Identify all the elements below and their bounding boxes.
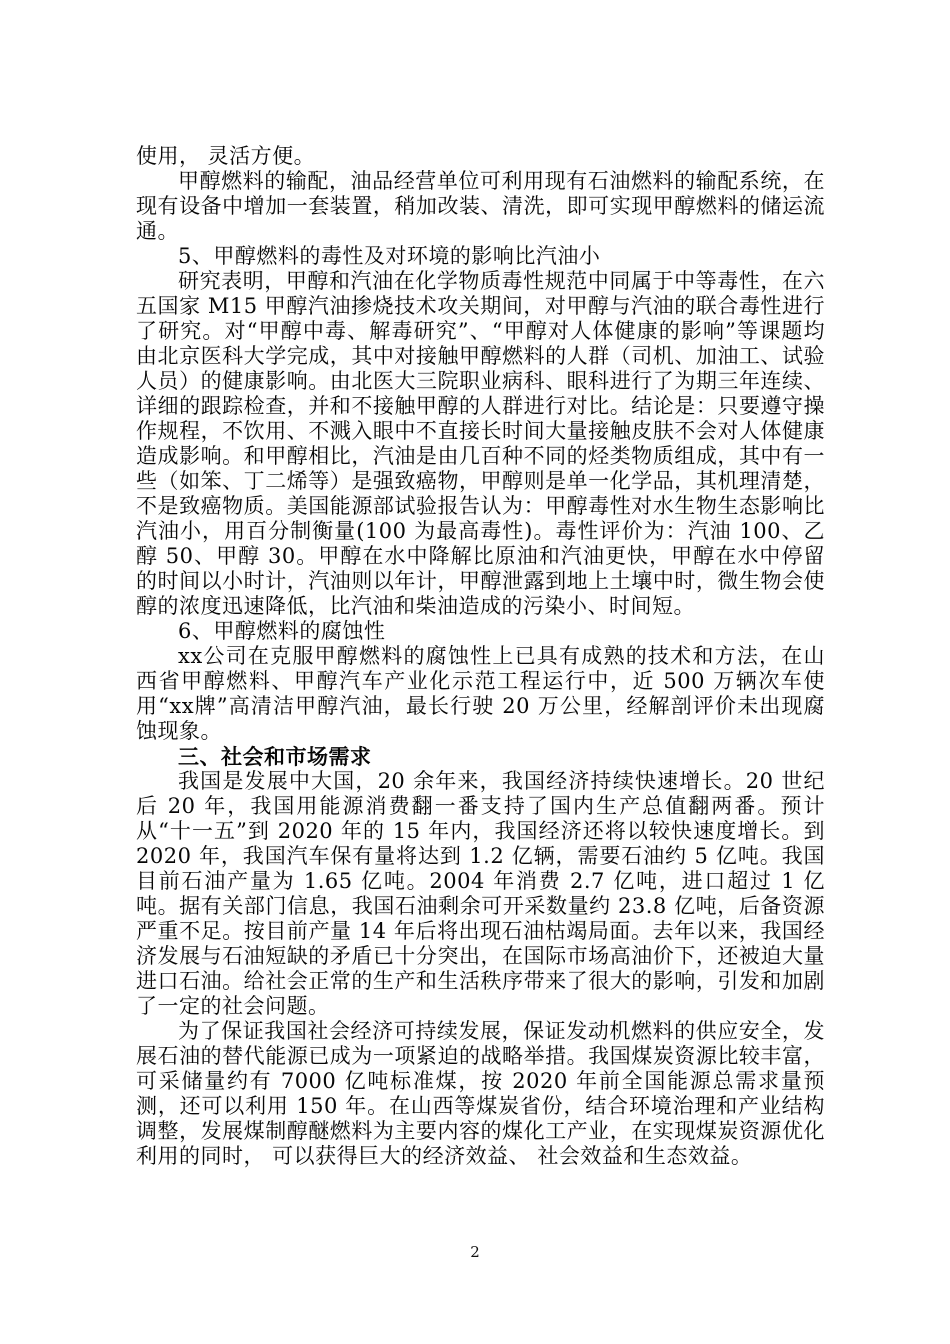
paragraph-corrosion: xx公司在克服甲醇燃料的腐蚀性上已具有成熟的技术和方法，在山西省甲醇燃料、甲醇汽车产业化示范工程运行中，近 500 万辆次车使用“xx牌”高清洁甲醇汽油，最长行驶 20 万公里，经解剖评价未出现腐蚀现象。: [136, 644, 825, 743]
paragraph-strategy: 为了保证我国社会经济可持续发展，保证发动机燃料的供应安全，发展石油的替代能源已成为一项紧迫的战略举措。我国煤炭资源比较丰富，可采储量约有 7000 亿吨标准煤，按 2020 年前全国能源总需求量预测，还可以利用 150 年。在山西等煤炭省份，结合环境治理和产业结构调整，发展煤制醇醚燃料为主要内容的煤化工产业，在实现煤炭资源优化利用的同时， 可以获得巨大的经济效益、 社会效益和生态效益。: [136, 1019, 825, 1168]
section-heading-3: 三、社会和市场需求: [178, 744, 372, 769]
paragraph-market-demand: 我国是发展中大国，20 余年来，我国经济持续快速增长。20 世纪后 20 年，我国用能源消费翻一番支持了国内生产总值翻两番。预计从“十一五”到 2020 年的 15 年内，我国经济还将以较快速度增长。到 2020 年，我国汽车保有量将达到 1.2 亿辆，需要石油约 5 亿吨。我国目前石油产量为 1.65 亿吨。2004 年消费 2.7 亿吨，进口超过 1 亿吨。据有关部门信息，我国石油剩余可开采数量约 23.8 亿吨，后备资源严重不足。按目前产量 14 年后将出现石油枯竭局面。去年以来，我国经济发展与石油短缺的矛盾已十分突出，在国际市场高油价下，还被迫大量进口石油。给社会正常的生产和生活秩序带来了很大的影响，引发和加剧了一定的社会问题。: [136, 769, 825, 1018]
paragraph-toxicity-research: 研究表明，甲醇和汽油在化学物质毒性规范中同属于中等毒性，在六五国家 M15 甲醇汽油掺烧技术攻关期间，对甲醇与汽油的联合毒性进行了研究。对“甲醇中毒、解毒研究”、“甲醇对人体健康的影响”等课题均由北京医科大学完成，其中对接触甲醇燃料的人群（司机、加油工、试验人员）的健康影响。由北医大三院职业病科、眼科进行了为期三年连续、详细的跟踪检查，并和不接触甲醇的人群进行对比。结论是：只要遵守操作规程，不饮用、不溅入眼中不直接长时间大量接触皮肤不会对人体健康造成影响。和甲醇相比，汽油是由几百种不同的烃类物质组成，其中有一些（如笨、丁二烯等）是强致癌物，甲醇则是单一化学品，其机理清楚，不是致癌物质。美国能源部试验报告认为：甲醇毒性对水生物生态影响比汽油小，用百分制衡量(100 为最高毒性)。毒性评价为：汽油 100、乙醇 50、甲醇 30。甲醇在水中降解比原油和汽油更快，甲醇在水中停留的时间以小时计，汽油则以年计，甲醇泄露到地上土壤中时，微生物会使醇的浓度迅速降低，比汽油和柴油造成的污染小、时间短。: [136, 269, 825, 618]
section-heading-5: 5、甲醇燃料的毒性及对环境的影响比汽油小: [178, 244, 601, 268]
page-footer: [0, 1242, 950, 1261]
section-heading-6: 6、甲醇燃料的腐蚀性: [178, 619, 386, 643]
page-number: 2: [470, 1243, 480, 1261]
paragraph-continuation: 使用， 灵活方便。: [136, 144, 316, 168]
document-body: [136, 144, 825, 1169]
paragraph-fuel-distribution: 甲醇燃料的输配，油品经营单位可利用现有石油燃料的输配系统，在现有设备中增加一套装置，稍加改装、清洗，即可实现甲醇燃料的储运流通。: [136, 169, 825, 243]
